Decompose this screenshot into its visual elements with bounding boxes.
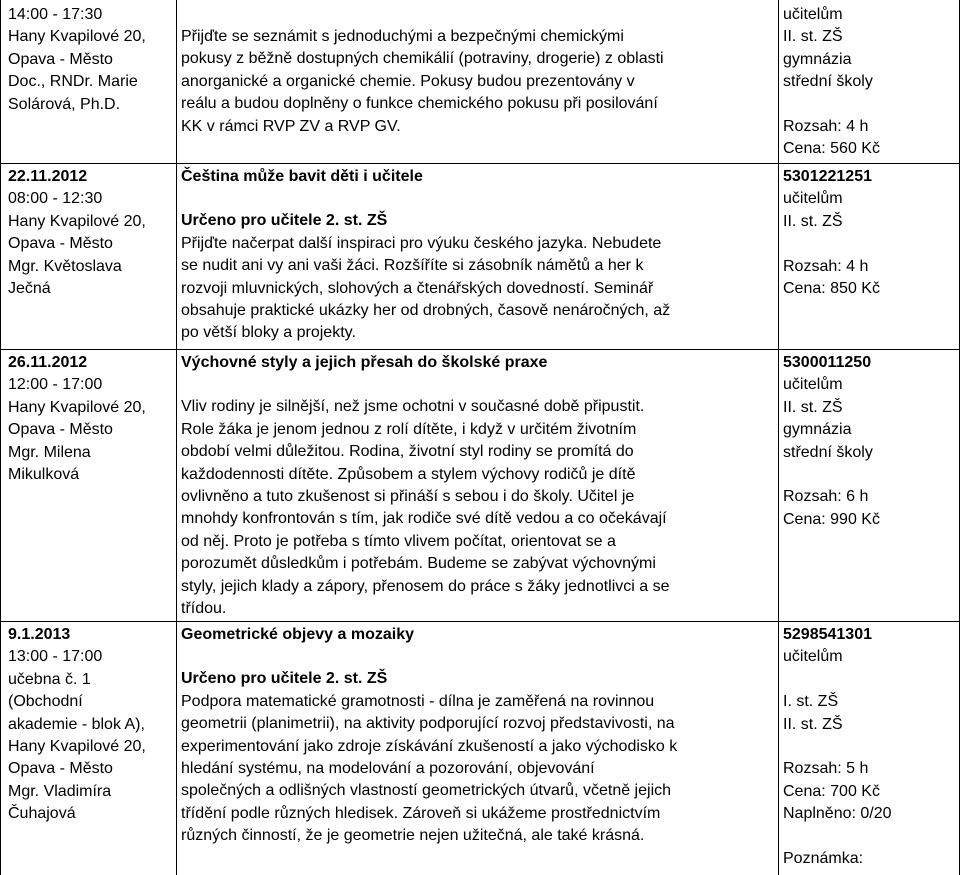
course-lecturer: Doc., RNDr. Marie bbox=[8, 73, 138, 91]
description-line: styly, jejich klady a zápory, přenosem do práce s žáky jednotlivci a se bbox=[181, 577, 670, 595]
course-title: Geometrické objevy a mozaiky bbox=[181, 626, 414, 643]
course-capacity: Naplněno: 0/20 bbox=[783, 805, 892, 823]
course-description bbox=[181, 26, 773, 138]
course-title: Výchovné styly a jejich přesah do školské praxe bbox=[181, 354, 548, 371]
course-address: Hany Kvapilové 20, bbox=[8, 28, 146, 46]
target-audience: učitelům bbox=[783, 190, 843, 208]
course-range: Rozsah: 5 h bbox=[783, 760, 869, 778]
target-audience: II. st. ZŠ bbox=[783, 28, 843, 46]
description-line: hledání systému, na modelování a pozorování, objevování bbox=[181, 759, 595, 777]
course-time: 14:00 - 17:30 bbox=[8, 6, 103, 23]
course-price: Cena: 700 Kč bbox=[783, 782, 880, 800]
course-info bbox=[8, 166, 180, 300]
target-audience: učitelům bbox=[783, 376, 843, 394]
course-meta bbox=[783, 352, 955, 531]
course-date: 26.11.2012 bbox=[8, 354, 88, 371]
course-description bbox=[181, 624, 773, 848]
course-range: Rozsah: 4 h bbox=[783, 257, 869, 275]
course-info bbox=[8, 4, 180, 116]
target-audience: střední školy bbox=[783, 443, 873, 461]
description-line: obsahuje praktické ukázky her od drobných, časově nenáročných, až bbox=[181, 301, 671, 319]
description-line: geometrii (planimetrii), na aktivity podporující rozvoj představivosti, na bbox=[181, 715, 675, 733]
course-time: 08:00 - 12:30 bbox=[8, 190, 103, 208]
description-line: různých činností, že je geometrie nejen užitečná, ale také krásná. bbox=[181, 827, 645, 845]
course-code: 5298541301 bbox=[783, 626, 872, 643]
course-subtitle: Určeno pro učitele 2. st. ZŠ bbox=[181, 212, 388, 230]
description-line: Podpora matematické gramotnosti - dílna je zaměřená na rovinnou bbox=[181, 692, 655, 710]
course-date: 22.11.2012 bbox=[8, 168, 88, 185]
target-audience: gymnázia bbox=[783, 50, 852, 68]
description-line: KK v rámci RVP ZV a RVP GV. bbox=[181, 117, 401, 135]
course-address: Hany Kvapilové 20, bbox=[8, 398, 146, 416]
description-line: ovlivněno a tuto zkušenost si přináší s sebou i do školy. Učitel je bbox=[181, 487, 635, 505]
description-line: rozvoji mluvnických, slohových a čtenářských dovedností. Seminář bbox=[181, 279, 654, 297]
column-divider bbox=[176, 0, 177, 875]
course-code: 5300011250 bbox=[783, 354, 872, 371]
course-city: Opava - Město bbox=[8, 421, 113, 439]
target-audience: učitelům bbox=[783, 648, 843, 666]
course-title: Čeština může bavit děti i učitele bbox=[181, 168, 423, 185]
course-code: 5301221251 bbox=[783, 168, 872, 185]
course-city: Opava - Město bbox=[8, 760, 113, 778]
course-price: Cena: 990 Kč bbox=[783, 510, 880, 528]
target-audience: střední školy bbox=[783, 73, 873, 91]
target-audience: II. st. ZŠ bbox=[783, 212, 843, 230]
course-row-3 bbox=[0, 624, 960, 874]
course-meta bbox=[783, 624, 955, 870]
course-meta bbox=[783, 166, 955, 300]
course-description bbox=[181, 352, 773, 620]
row-divider bbox=[0, 621, 960, 622]
course-note: Poznámka: bbox=[783, 849, 864, 867]
course-range: Rozsah: 4 h bbox=[783, 117, 869, 135]
course-time: 12:00 - 17:00 bbox=[8, 376, 103, 394]
course-price: Cena: 560 Kč bbox=[783, 140, 880, 158]
description-line: období velmi důležitou. Rodina, životní styl rodiny se promítá do bbox=[181, 443, 634, 461]
course-meta bbox=[783, 4, 955, 161]
column-divider bbox=[0, 0, 1, 875]
description-line: se nudit ani vy ani vaši žáci. Rozšíříte si zásobník námětů a her k bbox=[181, 257, 644, 275]
description-line: společných a odlišných vlastností geometrických útvarů, včetně jejich bbox=[181, 782, 672, 800]
course-room: akademie - blok A), bbox=[8, 715, 145, 733]
target-audience: I. st. ZŠ bbox=[783, 693, 839, 711]
course-time: 13:00 - 17:00 bbox=[8, 648, 103, 666]
course-address: Hany Kvapilové 20, bbox=[8, 212, 146, 230]
course-lecturer: Mikulková bbox=[8, 465, 80, 483]
course-price: Cena: 850 Kč bbox=[783, 279, 880, 297]
course-date: 9.1.2013 bbox=[8, 626, 71, 643]
description-line: reálu a budou doplněny o funkce chemického pokusu při posilování bbox=[181, 95, 658, 113]
target-audience: učitelům bbox=[783, 6, 843, 23]
course-room: učebna č. 1 bbox=[8, 670, 91, 688]
row-divider bbox=[0, 163, 960, 164]
description-line: po větší bloky a projekty. bbox=[181, 324, 356, 342]
description-line: od něj. Proto je potřeba s tímto vlivem počítat, orientovat se a bbox=[181, 532, 616, 550]
description-line: mnohdy konfrontován s tím, jak rodiče své dítě vedou a co očekávají bbox=[181, 510, 667, 528]
course-city: Opava - Město bbox=[8, 235, 113, 253]
description-line: Přijďte se seznámit s jednoduchými a bezpečnými chemickými bbox=[181, 28, 624, 45]
description-line: třídění podle různých hledisek. Zároveň si ukážeme prostřednictvím bbox=[181, 804, 661, 822]
course-lecturer: Solárová, Ph.D. bbox=[8, 95, 121, 113]
course-lecturer: Mgr. Vladimíra bbox=[8, 782, 112, 800]
course-row-2 bbox=[0, 352, 960, 620]
target-audience: II. st. ZŠ bbox=[783, 715, 843, 733]
course-lecturer: Mgr. Květoslava bbox=[8, 257, 122, 275]
course-room: (Obchodní bbox=[8, 693, 83, 711]
course-row-0 bbox=[0, 4, 960, 164]
description-line: porozumět důsledkům i potřebám. Budeme se zabývat výchovnými bbox=[181, 555, 656, 573]
description-line: každodennosti dítěte. Způsobem a stylem výchovy rodičů je dítě bbox=[181, 465, 636, 483]
target-audience: II. st. ZŠ bbox=[783, 398, 843, 416]
description-line: Role žáka je jenom jednou z rolí dítěte, i když v určitém životním bbox=[181, 420, 637, 438]
description-line: experimentování jako zdroje získávání zkušeností a jako východisko k bbox=[181, 737, 678, 755]
column-divider bbox=[778, 0, 779, 875]
course-range: Rozsah: 6 h bbox=[783, 488, 869, 506]
target-audience: gymnázia bbox=[783, 421, 852, 439]
course-city: Opava - Město bbox=[8, 50, 113, 68]
course-row-1 bbox=[0, 166, 960, 351]
course-description bbox=[181, 166, 773, 345]
course-lecturer: Čuhajová bbox=[8, 805, 76, 823]
course-address: Hany Kvapilové 20, bbox=[8, 737, 146, 755]
description-line: Přijďte načerpat další inspiraci pro výuku českého jazyka. Nebudete bbox=[181, 234, 662, 252]
course-lecturer: Ječná bbox=[8, 279, 51, 297]
row-divider bbox=[0, 349, 960, 350]
description-line: pokusy z běžně dostupných chemikálií (potraviny, drogerie) z oblasti bbox=[181, 50, 664, 68]
description-line: anorganické a organické chemie. Pokusy budou prezentovány v bbox=[181, 72, 635, 90]
course-info bbox=[8, 352, 180, 486]
course-info bbox=[8, 624, 180, 826]
course-lecturer: Mgr. Milena bbox=[8, 443, 91, 461]
description-line: třídou. bbox=[181, 599, 227, 617]
course-subtitle: Určeno pro učitele 2. st. ZŠ bbox=[181, 670, 388, 688]
description-line: Vliv rodiny je silnější, než jsme ochotni v současné době připustit. bbox=[181, 398, 645, 416]
